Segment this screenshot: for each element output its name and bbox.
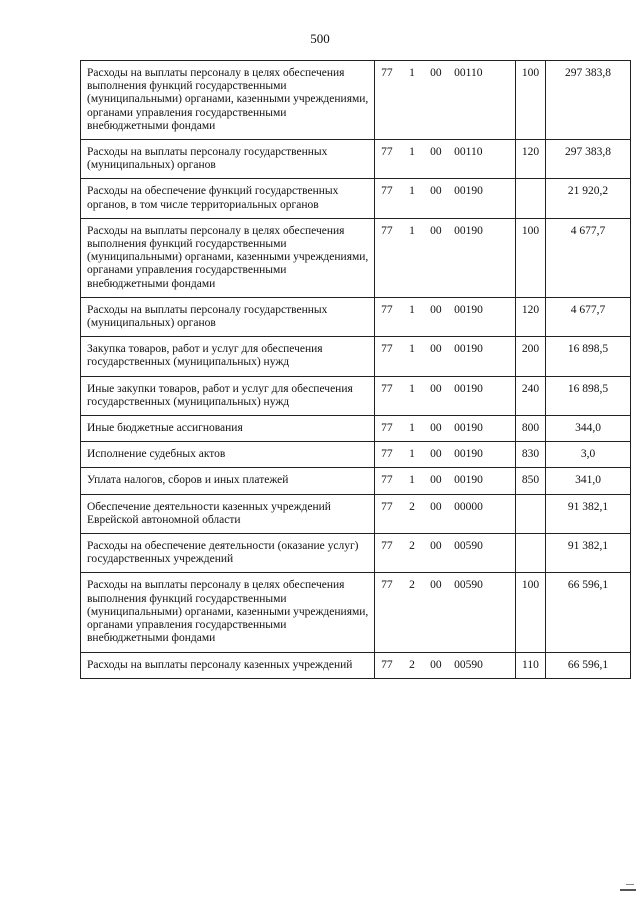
code-part: 77 xyxy=(381,303,393,316)
expense-item-name: Исполнение судебных актов xyxy=(81,442,375,468)
code-part: 1 xyxy=(409,382,415,395)
amount: 3,0 xyxy=(546,442,631,468)
expense-item-name: Иные закупки товаров, работ и услуг для обеспечения государственных (муниципальных) нужд xyxy=(81,376,375,415)
expense-item-name: Обеспечение деятельности казенных учреждений Еврейской автономной области xyxy=(81,494,375,533)
code-part: 2 xyxy=(409,579,415,592)
code-part: 77 xyxy=(381,422,393,435)
code-part: 1 xyxy=(409,185,415,198)
target-article-code xyxy=(375,376,516,415)
code-part: 00190 xyxy=(454,382,483,395)
target-article-code xyxy=(375,468,516,494)
code-part: 77 xyxy=(381,579,393,592)
target-article-code xyxy=(375,140,516,179)
amount: 66 596,1 xyxy=(546,652,631,678)
page-number: 500 xyxy=(310,31,330,46)
expense-type-code: 100 xyxy=(515,61,545,140)
code-part: 1 xyxy=(409,303,415,316)
code-part: 1 xyxy=(409,224,415,237)
amount: 21 920,2 xyxy=(546,179,631,218)
code-part: 00190 xyxy=(454,185,483,198)
code-part: 77 xyxy=(381,500,393,513)
code-part: 77 xyxy=(381,382,393,395)
expense-type-code xyxy=(515,179,545,218)
code-part: 77 xyxy=(381,448,393,461)
amount: 66 596,1 xyxy=(546,573,631,652)
code-part: 77 xyxy=(381,474,393,487)
target-article-code xyxy=(375,573,516,652)
code-part: 1 xyxy=(409,422,415,435)
code-part: 00 xyxy=(430,422,442,435)
code-part: 00 xyxy=(430,579,442,592)
code-part: 00190 xyxy=(454,224,483,237)
table-row xyxy=(81,337,631,376)
code-part: 00190 xyxy=(454,448,483,461)
code-part: 77 xyxy=(381,146,393,159)
expense-item-name: Расходы на выплаты персоналу казенных учреждений xyxy=(81,652,375,678)
code-part: 00190 xyxy=(454,343,483,356)
expense-type-code: 200 xyxy=(515,337,545,376)
amount: 341,0 xyxy=(546,468,631,494)
target-article-code xyxy=(375,534,516,573)
expense-type-code: 120 xyxy=(515,297,545,336)
target-article-code xyxy=(375,337,516,376)
expense-item-name: Уплата налогов, сборов и иных платежей xyxy=(81,468,375,494)
code-part: 00 xyxy=(430,146,442,159)
expense-type-code: 240 xyxy=(515,376,545,415)
amount: 16 898,5 xyxy=(546,376,631,415)
budget-table xyxy=(80,60,631,679)
target-article-code xyxy=(375,416,516,442)
code-part: 77 xyxy=(381,224,393,237)
code-part: 00110 xyxy=(454,146,483,159)
expense-type-code: 100 xyxy=(515,218,545,297)
code-part: 77 xyxy=(381,185,393,198)
table-row xyxy=(81,494,631,533)
amount: 91 382,1 xyxy=(546,534,631,573)
target-article-code xyxy=(375,652,516,678)
expense-type-code: 100 xyxy=(515,573,545,652)
code-part: 1 xyxy=(409,474,415,487)
expense-type-code: 120 xyxy=(515,140,545,179)
target-article-code xyxy=(375,494,516,533)
expense-type-code xyxy=(515,534,545,573)
amount: 4 677,7 xyxy=(546,297,631,336)
scan-artifact xyxy=(626,884,634,885)
table-row xyxy=(81,534,631,573)
code-part: 77 xyxy=(381,658,393,671)
code-part: 00 xyxy=(430,67,442,79)
expense-item-name: Расходы на обеспечение деятельности (оказание услуг) государственных учреждений xyxy=(81,534,375,573)
table-row xyxy=(81,61,631,140)
expense-type-code: 800 xyxy=(515,416,545,442)
amount: 297 383,8 xyxy=(546,140,631,179)
target-article-code xyxy=(375,218,516,297)
expense-item-name: Иные бюджетные ассигнования xyxy=(81,416,375,442)
target-article-code xyxy=(375,61,516,140)
expense-type-code: 850 xyxy=(515,468,545,494)
code-part: 00 xyxy=(430,474,442,487)
expense-item-name: Расходы на выплаты персоналу в целях обеспечения выполнения функций государственными (муниципальными) органами, казенными учреждениями, органами управления государственными внебюджетными фондами xyxy=(81,218,375,297)
target-article-code xyxy=(375,179,516,218)
code-part: 1 xyxy=(409,448,415,461)
code-part: 77 xyxy=(381,67,393,79)
target-article-code xyxy=(375,297,516,336)
code-part: 00 xyxy=(430,224,442,237)
target-article-code xyxy=(375,442,516,468)
code-part: 00190 xyxy=(454,303,483,316)
code-part: 00 xyxy=(430,500,442,513)
table-row xyxy=(81,468,631,494)
expense-item-name: Расходы на выплаты персоналу государственных (муниципальных) органов xyxy=(81,297,375,336)
code-part: 00 xyxy=(430,448,442,461)
amount: 16 898,5 xyxy=(546,337,631,376)
scan-artifact xyxy=(620,889,636,891)
expense-item-name: Расходы на выплаты персоналу в целях обеспечения выполнения функций государственными (муниципальными) органами, казенными учреждениями, органами управления государственными внебюджетными фондами xyxy=(81,573,375,652)
table-row xyxy=(81,179,631,218)
code-part: 00590 xyxy=(454,579,483,592)
expense-item-name: Закупка товаров, работ и услуг для обеспечения государственных (муниципальных) нужд xyxy=(81,337,375,376)
code-part: 00590 xyxy=(454,540,483,553)
code-part: 1 xyxy=(409,146,415,159)
table-body xyxy=(81,61,631,679)
table-row xyxy=(81,652,631,678)
table-row xyxy=(81,416,631,442)
table-row xyxy=(81,297,631,336)
code-part: 00 xyxy=(430,343,442,356)
table-row xyxy=(81,218,631,297)
code-part: 2 xyxy=(409,658,415,671)
code-part: 1 xyxy=(409,67,415,79)
expense-item-name: Расходы на выплаты персоналу государственных (муниципальных) органов xyxy=(81,140,375,179)
expense-item-name: Расходы на выплаты персоналу в целях обеспечения выполнения функций государственными (муниципальными) органами, казенными учреждениями, органами управления государственными внебюджетными фондами xyxy=(81,61,375,140)
code-part: 00 xyxy=(430,185,442,198)
code-part: 00000 xyxy=(454,500,483,513)
table-row xyxy=(81,376,631,415)
code-part: 00 xyxy=(430,303,442,316)
expense-type-code: 830 xyxy=(515,442,545,468)
amount: 4 677,7 xyxy=(546,218,631,297)
code-part: 00190 xyxy=(454,422,483,435)
code-part: 00590 xyxy=(454,658,483,671)
amount: 91 382,1 xyxy=(546,494,631,533)
amount: 297 383,8 xyxy=(546,61,631,140)
amount: 344,0 xyxy=(546,416,631,442)
code-part: 00 xyxy=(430,658,442,671)
code-part: 2 xyxy=(409,540,415,553)
code-part: 00110 xyxy=(454,67,483,79)
expense-type-code: 110 xyxy=(515,652,545,678)
expense-type-code xyxy=(515,494,545,533)
code-part: 00190 xyxy=(454,474,483,487)
table-row xyxy=(81,140,631,179)
code-part: 2 xyxy=(409,500,415,513)
table-row xyxy=(81,573,631,652)
code-part: 1 xyxy=(409,343,415,356)
code-part: 77 xyxy=(381,343,393,356)
code-part: 77 xyxy=(381,540,393,553)
table-row xyxy=(81,442,631,468)
code-part: 00 xyxy=(430,540,442,553)
expense-item-name: Расходы на обеспечение функций государственных органов, в том числе территориальных органов xyxy=(81,179,375,218)
code-part: 00 xyxy=(430,382,442,395)
